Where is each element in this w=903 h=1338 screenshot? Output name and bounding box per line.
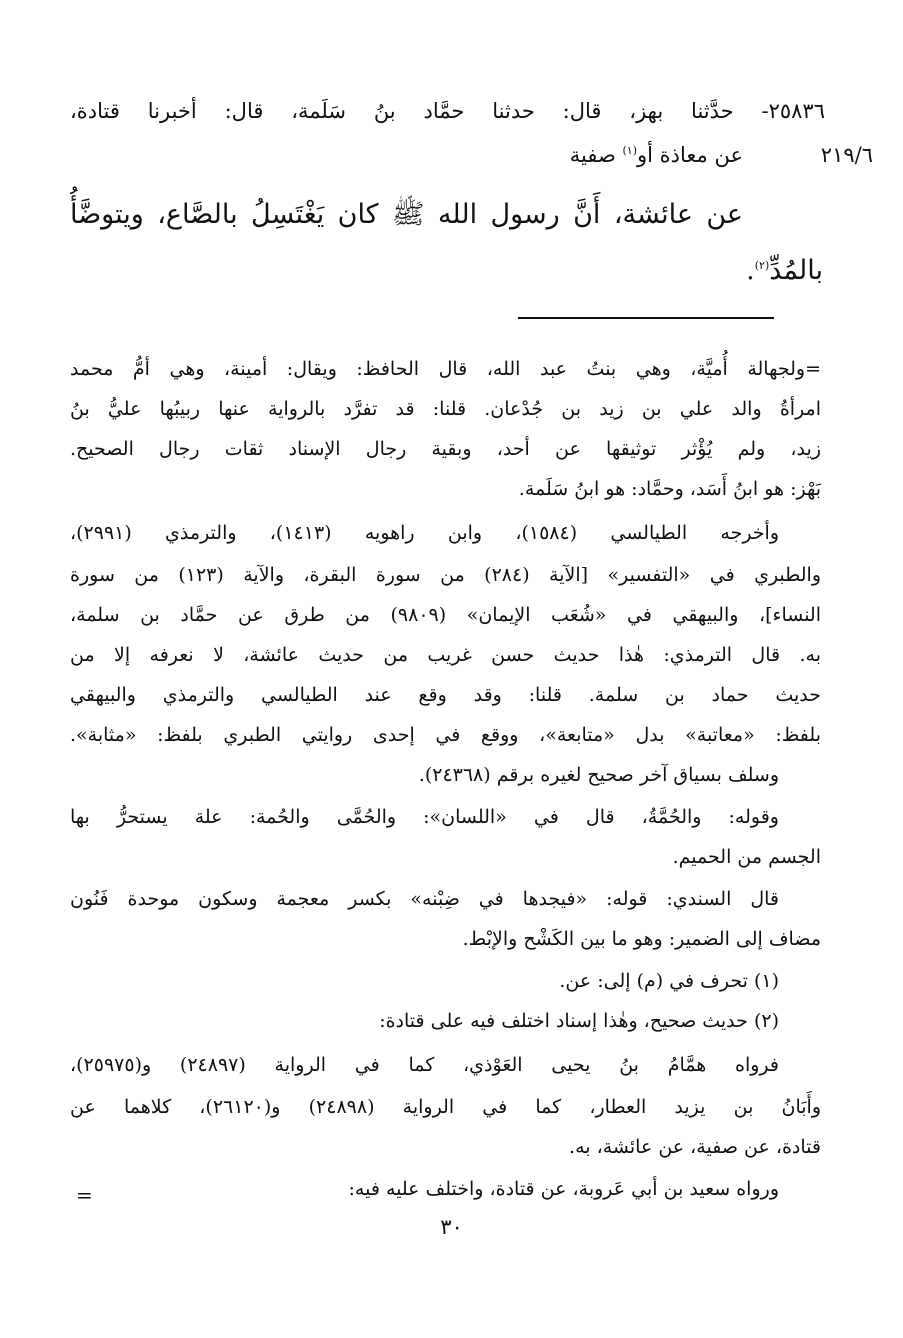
footnote-2-line: ورواه سعيد بن أبي عَروبة، عن قتادة، واختلف عليه فيه: — [348, 1178, 779, 1200]
hadith-text-line-1: عن عائشة، أَنَّ رسول الله ﷺ كان يَغْتَسِلُ بالصَّاع، ويتوضَّأُ — [70, 199, 743, 230]
page-number: ٣٠ — [440, 1215, 463, 1239]
commentary-line: الجسم من الحميم. — [672, 846, 821, 868]
commentary-line: به. قال الترمذي: هٰذا حديث حسن غريب من حديث عائشة، لا نعرفه إلا من — [70, 644, 821, 666]
volume-page-reference: ٢١٩/٦ — [820, 143, 873, 167]
commentary-line: مضاف إلى الضمير: وهو ما بين الكَشْح والإبْط. — [462, 928, 821, 950]
footnote-1: (١) تحرف في (م) إلى: عن. — [559, 970, 779, 992]
commentary-line: وقوله: والحُمَّةُ، قال في «اللسان»: والحُمَّى والحُمة: علة يستحرُّ بها — [70, 806, 779, 828]
footnote-ref-2: (٢) — [754, 259, 770, 272]
isnad-text: عن معاذة أو — [637, 143, 743, 167]
commentary-line: بَهْز: هو ابنُ أَسَد، وحمَّاد: هو ابنُ سَلَمة. — [518, 478, 821, 500]
commentary-line: قال السندي: قوله: «فيجدها في ضِبْنه» بكسر معجمة وسكون موحدة فَنُون — [70, 888, 779, 910]
footnote-2-line: فرواه همَّامُ بنُ يحيى العَوْذي، كما في الرواية (٢٤٨٩٧) و(٢٥٩٧٥)، — [70, 1054, 779, 1076]
hadith-isnad-line-1: ٢٥٨٣٦- حدَّثنا بهز، قال: حدثنا حمَّاد بنُ سَلَمة، قال: أخبرنا قتادة، — [70, 99, 825, 123]
footnote-2-heading: (٢) حديث صحيح، وهٰذا إسناد اختلف فيه على قتادة: — [379, 1010, 779, 1032]
commentary-line: بلفظ: «معاتبة» بدل «متابعة»، ووقع في إحدى روايتي الطبري بلفظ: «مثابة». — [70, 724, 821, 746]
hadith-text-end: بالمُدِّ — [769, 255, 823, 286]
footnote-ref-1: (١) — [622, 144, 638, 157]
commentary-line: زيد، ولم يُؤْثر توثيقها عن أحد، وبقية رجال الإسناد ثقات رجال الصحيح. — [70, 438, 821, 460]
hadith-isnad-line-2 — [570, 140, 743, 170]
footnote-separator-rule — [518, 317, 774, 319]
continuation-mark: = — [76, 1183, 93, 1207]
hadith-text-period: . — [746, 255, 755, 286]
commentary-line: والطبري في «التفسير» [الآية (٢٨٤) من سورة البقرة، والآية (١٢٣) من سورة — [70, 564, 821, 586]
commentary-line: وأخرجه الطيالسي (١٥٨٤)، وابن راهويه (١٤١٣)، والترمذي (٢٩٩١)، — [70, 522, 779, 544]
footnote-2-line: وأَبَانُ بن يزيد العطار، كما في الرواية (٢٤٨٩٨) و(٢٦١٢٠)، كلاهما عن — [70, 1096, 822, 1118]
isnad-text-end: صفية — [569, 143, 623, 167]
commentary-line: =ولجهالة أُميَّة، وهي بنتُ عبد الله، قال الحافظ: ويقال: أمينة، وهي أمُّ محمد — [70, 358, 821, 380]
commentary-line: امرأةُ والد علي بن زيد بن جُدْعان. قلنا: قد تفرَّد بالرواية عنها ربيبُها عليُّ بنُ — [70, 398, 821, 420]
footnote-2-line: قتادة، عن صفية، عن عائشة، به. — [569, 1136, 821, 1158]
hadith-text-line-2 — [746, 254, 823, 288]
commentary-line: النساء]، والبيهقي في «شُعَب الإيمان» (٩٨٠٩) من طرق عن حمَّاد بن سلمة، — [70, 604, 821, 626]
commentary-line: وسلف بسياق آخر صحيح لغيره برقم (٢٤٣٦٨). — [418, 764, 779, 786]
commentary-line: حديث حماد بن سلمة. قلنا: وقد وقع عند الطيالسي والترمذي والبيهقي — [70, 684, 821, 706]
